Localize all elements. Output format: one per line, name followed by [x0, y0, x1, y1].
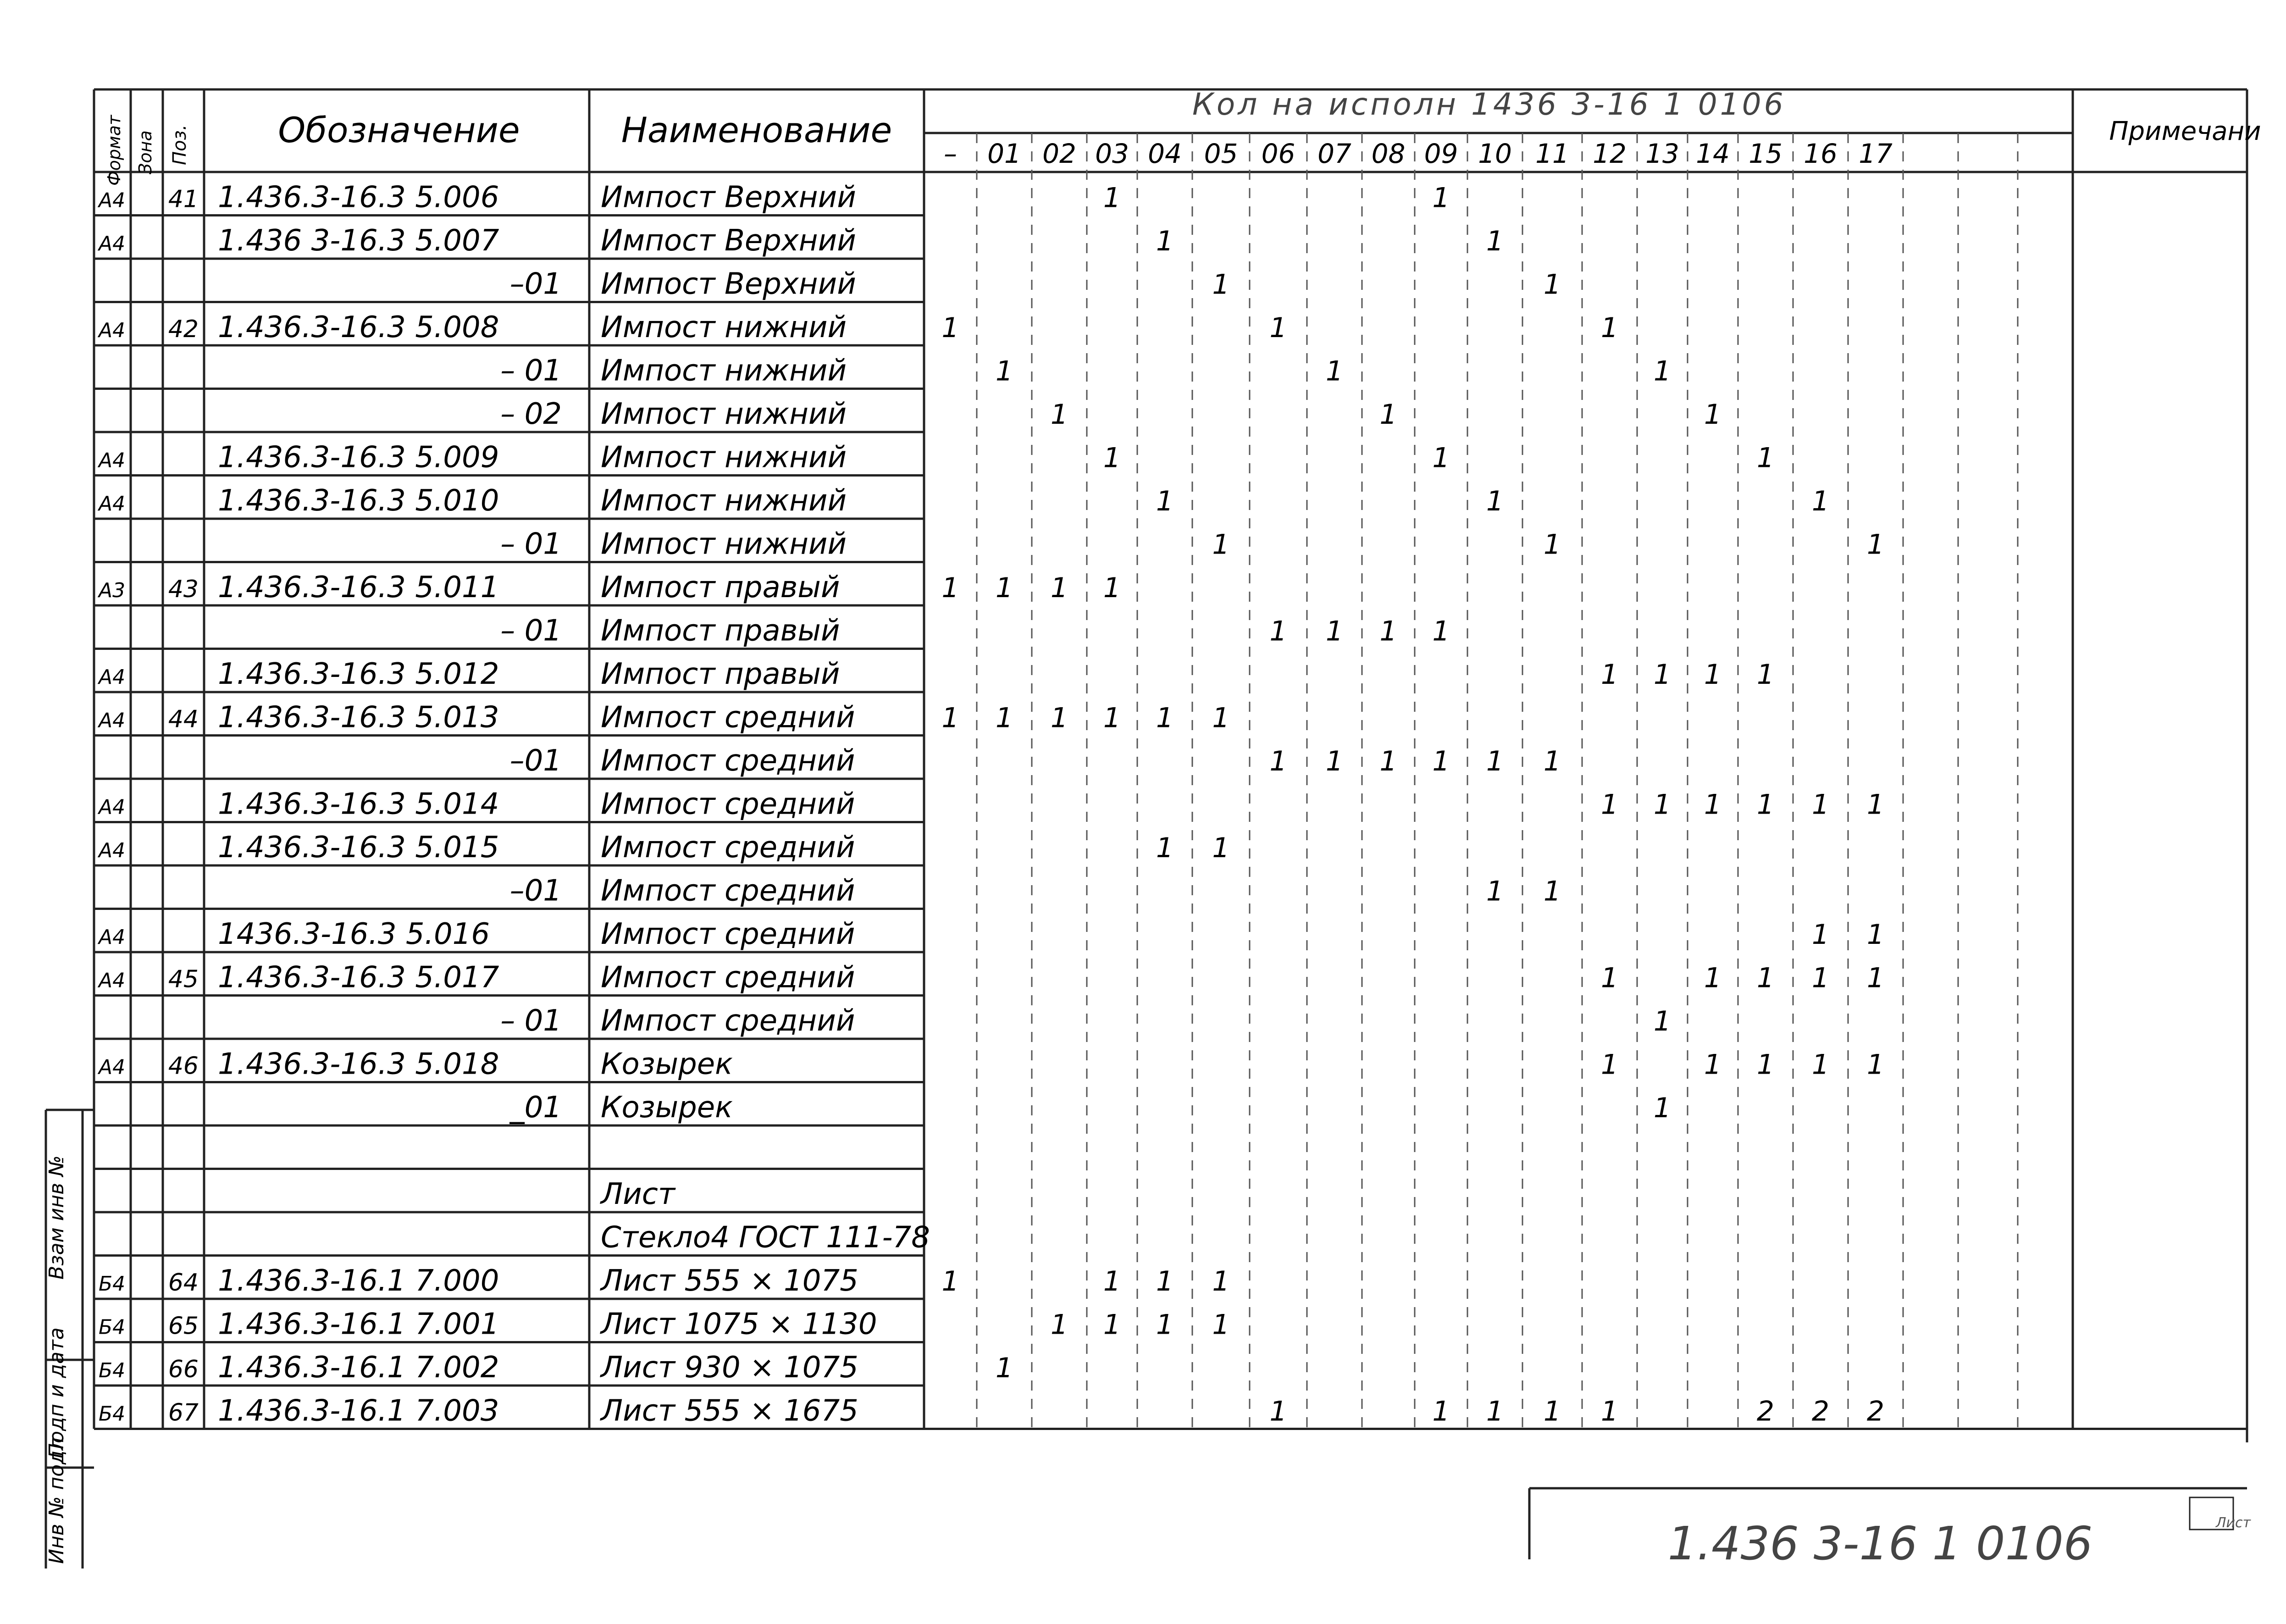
row-name: Импост правый	[601, 657, 840, 691]
row-name: Стекло4 ГОСТ 111-78	[601, 1220, 930, 1255]
table-row	[97, 224, 1504, 258]
row-quantity: 1	[1212, 1308, 1230, 1341]
row-quantity: 1	[941, 312, 959, 344]
table-row	[600, 1177, 676, 1211]
row-quantity: 1	[1432, 182, 1450, 214]
row-quantity: 1	[1600, 312, 1619, 344]
row-name: Импост нижний	[601, 484, 847, 518]
row-designation: 1.436.3-16.1 7.003	[218, 1394, 499, 1428]
row-position: 65	[168, 1312, 199, 1340]
row-quantity: 1	[1156, 702, 1174, 734]
row-position: 67	[168, 1399, 199, 1427]
row-quantity: 1	[1325, 355, 1344, 388]
row-quantity: 1	[1103, 442, 1121, 474]
row-designation: 1.436.3-16.1 7.002	[218, 1351, 499, 1385]
row-quantity: 1	[1050, 572, 1068, 604]
row-quantity: 1	[1704, 788, 1722, 821]
row-quantity: 1	[1103, 182, 1121, 214]
row-designation: –01	[509, 874, 562, 908]
row-name: Лист 555 × 1075	[601, 1264, 858, 1298]
row-quantity: 1	[1103, 702, 1121, 734]
row-position: 42	[168, 316, 199, 343]
row-quantity: 1	[1866, 919, 1885, 951]
row-quantity: 1	[1050, 399, 1068, 431]
row-quantity: 1	[1269, 745, 1287, 777]
variant-label-2: 02	[1042, 138, 1076, 169]
row-name: Импост средний	[601, 787, 855, 821]
row-quantity: 2	[1811, 1395, 1830, 1428]
row-quantity: 1	[1432, 745, 1450, 777]
row-quantity: 1	[1050, 702, 1068, 734]
row-quantity: 1	[1756, 788, 1775, 821]
row-designation: _01	[509, 1091, 562, 1125]
table-row	[99, 1264, 1230, 1298]
row-quantity: 1	[1156, 1308, 1174, 1341]
table-row	[97, 961, 1884, 995]
table-row	[99, 1351, 1013, 1385]
left-margin-stamp	[45, 1155, 68, 1564]
row-quantity: 1	[1212, 528, 1230, 561]
row-quantity: 1	[1811, 1048, 1830, 1081]
row-quantity: 1	[1269, 615, 1287, 648]
row-quantity: 1	[1653, 1092, 1672, 1124]
row-quantity: 1	[1704, 1048, 1722, 1081]
variant-label-17: 17	[1859, 138, 1893, 169]
row-quantity: 1	[995, 702, 1013, 734]
row-format: Б4	[99, 1272, 126, 1296]
row-name: Импост средний	[601, 831, 855, 865]
row-position: 45	[168, 965, 199, 993]
row-format: Б4	[99, 1402, 126, 1426]
row-quantity: 1	[1325, 615, 1344, 648]
row-quantity: 1	[995, 1352, 1013, 1384]
row-quantity: 1	[1156, 832, 1174, 864]
row-name: Импост Верхний	[601, 224, 856, 258]
row-quantity: 1	[1653, 1005, 1672, 1037]
row-designation: 1.436.3-16.3 5.012	[218, 657, 499, 691]
variant-label-15: 15	[1749, 138, 1782, 169]
row-quantity: 1	[1156, 225, 1174, 257]
row-quantity: 1	[1050, 1308, 1068, 1341]
table-row	[510, 744, 1561, 778]
sign-date-label: Подп и дата	[45, 1327, 68, 1458]
row-designation: 1.436.3-16.3 5.013	[218, 700, 499, 735]
row-designation: 1.436.3-16.3 5.017	[218, 960, 499, 995]
row-name: Импост средний	[601, 874, 855, 908]
table-row	[97, 571, 1121, 604]
row-designation: – 01	[500, 1004, 562, 1038]
row-name: Импост средний	[601, 1004, 855, 1038]
variant-label-4: 04	[1148, 138, 1182, 169]
row-name: Импост средний	[601, 917, 855, 951]
row-quantity: 1	[1866, 962, 1885, 994]
row-quantity: 1	[1486, 485, 1504, 517]
row-quantity: 1	[1756, 1048, 1775, 1081]
table-row	[601, 1221, 930, 1255]
table-row	[510, 874, 1561, 908]
row-position: 64	[168, 1269, 199, 1297]
row-name: Импост средний	[601, 700, 855, 735]
variant-label-0: –	[944, 138, 957, 169]
row-designation: 1.436.3-16.3 5.008	[218, 310, 499, 344]
variant-label-10: 10	[1478, 138, 1512, 169]
header-name-label: Наименование	[621, 110, 892, 150]
row-quantity: 1	[1486, 1395, 1504, 1428]
variant-label-8: 08	[1371, 138, 1406, 169]
document-code: 1.436 3-16 1 0106	[1667, 1517, 2093, 1570]
variant-label-5: 05	[1204, 138, 1238, 169]
header-zone-label: Зона	[135, 130, 155, 174]
row-quantity: 1	[1432, 442, 1450, 474]
row-designation: 1436.3-16.3 5.016	[218, 917, 490, 951]
row-name: Лист 1075 × 1130	[601, 1307, 877, 1341]
table-row	[509, 1091, 1672, 1125]
row-quantity: 1	[1212, 702, 1230, 734]
row-designation: – 02	[500, 397, 562, 431]
row-quantity: 1	[1866, 528, 1885, 561]
row-name: Импост Верхний	[601, 180, 856, 215]
row-quantity: 1	[1756, 659, 1775, 691]
row-quantity: 1	[1704, 962, 1722, 994]
row-designation: 1.436.3-16.3 5.006	[218, 180, 499, 215]
row-quantity: 1	[1866, 1048, 1885, 1081]
title-block	[1668, 1515, 2252, 1570]
row-quantity: 1	[1653, 355, 1672, 388]
row-quantity: 1	[1600, 1048, 1619, 1081]
row-quantity: 1	[1379, 745, 1397, 777]
row-quantity: 1	[1212, 268, 1230, 301]
row-name: Импост нижний	[601, 527, 847, 561]
row-format: Б4	[99, 1315, 126, 1339]
row-name: Импост средний	[601, 744, 855, 778]
row-quantity: 1	[941, 1265, 959, 1297]
quantity-column-lines	[977, 133, 2018, 1429]
inv-replace-label: Взам инв №	[45, 1155, 68, 1280]
header-qty-caption: Кол на исполн 1436 3-16 1 0106	[1192, 87, 1786, 122]
row-quantity: 1	[1653, 659, 1672, 691]
row-designation: 1.436.3-16.3 5.014	[218, 787, 499, 821]
row-quantity: 1	[1269, 312, 1287, 344]
row-quantity: 1	[1379, 399, 1397, 431]
row-format: А4	[99, 319, 126, 342]
row-quantity: 1	[1543, 875, 1561, 908]
row-quantity: 1	[1103, 572, 1121, 604]
table-row	[97, 787, 1884, 821]
row-quantity: 1	[1756, 962, 1775, 994]
row-name: Импост нижний	[601, 354, 847, 388]
row-quantity: 1	[995, 572, 1013, 604]
table-row	[510, 267, 1561, 301]
row-name: Импост нижний	[601, 397, 847, 431]
row-format: А4	[99, 795, 126, 819]
row-format: А4	[99, 492, 126, 515]
inv-original-label: Инв № подл	[45, 1437, 68, 1564]
row-name: Импост правый	[601, 614, 840, 648]
row-quantity: 2	[1866, 1395, 1885, 1428]
row-designation: 1.436.3-16.1 7.000	[218, 1264, 499, 1298]
header-note-label: Примечани	[2109, 116, 2261, 146]
row-quantity: 1	[1379, 615, 1397, 648]
row-name: Импост правый	[601, 571, 840, 604]
row-quantity: 1	[941, 702, 959, 734]
row-format: А3	[99, 579, 126, 602]
row-quantity: 1	[1600, 659, 1619, 691]
row-quantity: 1	[1212, 832, 1230, 864]
row-format: Б4	[99, 1359, 126, 1382]
header-format-label: Формат	[104, 115, 124, 186]
table-row	[500, 1004, 1671, 1038]
table-row	[97, 701, 1230, 735]
row-name: Импост нижний	[601, 440, 847, 475]
row-position: 66	[168, 1356, 199, 1383]
row-quantity: 1	[1600, 1395, 1619, 1428]
row-name: Лист 930 × 1075	[601, 1351, 858, 1385]
row-quantity: 1	[1543, 528, 1561, 561]
variant-label-12: 12	[1593, 138, 1627, 169]
row-quantity: 1	[1156, 1265, 1174, 1297]
row-name: Лист	[601, 1177, 675, 1211]
row-quantity: 1	[1600, 962, 1619, 994]
row-designation: 1.436.3-16.3 5.009	[218, 440, 499, 475]
row-quantity: 1	[1486, 745, 1504, 777]
row-designation: – 01	[500, 614, 562, 648]
row-quantity: 1	[1866, 788, 1885, 821]
row-name: Импост средний	[601, 960, 855, 995]
row-name: Импост Верхний	[601, 267, 856, 301]
row-quantity: 1	[1269, 1395, 1287, 1428]
row-position: 44	[168, 705, 199, 733]
table-row	[97, 310, 1618, 344]
variant-label-14: 14	[1696, 138, 1730, 169]
table-row	[97, 181, 1450, 215]
row-quantity: 1	[1811, 919, 1830, 951]
table-row	[97, 1048, 1884, 1081]
variant-label-1: 01	[987, 138, 1021, 169]
row-quantity: 1	[1543, 268, 1561, 301]
row-quantity: 1	[1103, 1265, 1121, 1297]
row-designation: 1.436 3-16.3 5.007	[218, 224, 499, 258]
header-designation-label: Обозначение	[278, 110, 520, 150]
variant-label-11: 11	[1535, 138, 1569, 169]
row-quantity: 1	[1653, 788, 1672, 821]
row-quantity: 1	[1543, 1395, 1561, 1428]
row-quantity: 1	[1756, 442, 1775, 474]
row-quantity: 1	[1156, 485, 1174, 517]
row-quantity: 1	[1486, 225, 1504, 257]
row-position: 43	[168, 576, 199, 603]
variant-label-3: 03	[1095, 138, 1129, 169]
row-quantity: 1	[1600, 788, 1619, 821]
table-row	[500, 397, 1721, 431]
row-designation: – 01	[500, 527, 562, 561]
row-format: А4	[99, 1055, 126, 1079]
row-format: А4	[99, 232, 126, 255]
row-quantity: 1	[1486, 875, 1504, 908]
row-quantity: 1	[1704, 659, 1722, 691]
row-quantity: 2	[1756, 1395, 1775, 1428]
variant-header-labels	[944, 138, 1893, 169]
table-row	[500, 354, 1671, 388]
variant-label-9: 09	[1424, 138, 1458, 169]
row-quantity: 1	[1811, 962, 1830, 994]
table-row	[97, 484, 1829, 518]
table-row	[97, 917, 1884, 951]
row-designation: –01	[509, 744, 562, 778]
row-designation: 1.436.3-16.3 5.015	[218, 831, 499, 865]
table-row	[97, 831, 1230, 865]
row-quantity: 1	[995, 355, 1013, 388]
sheet-label: Лист	[2215, 1515, 2251, 1531]
row-designation: –01	[509, 267, 562, 301]
row-format: А4	[99, 969, 126, 992]
row-format: А4	[99, 839, 126, 862]
row-position: 46	[168, 1052, 199, 1080]
row-format: А4	[99, 188, 126, 212]
specification-rows	[97, 181, 1884, 1428]
row-quantity: 1	[1811, 485, 1830, 517]
row-name: Козырек	[601, 1047, 733, 1081]
row-quantity: 1	[1704, 399, 1722, 431]
table-row	[99, 1308, 1230, 1341]
header-pos-label: Поз.	[169, 124, 190, 165]
row-designation: – 01	[500, 354, 562, 388]
row-quantity: 1	[1432, 1395, 1450, 1428]
variant-label-16: 16	[1804, 138, 1838, 169]
row-quantity: 1	[1103, 1308, 1121, 1341]
row-designation: 1.436.3-16.3 5.011	[218, 571, 499, 604]
row-quantity: 1	[941, 572, 959, 604]
variant-label-7: 07	[1317, 138, 1351, 169]
row-designation: 1.436.3-16.3 5.010	[218, 484, 499, 518]
row-name: Козырек	[601, 1091, 733, 1125]
row-quantity: 1	[1325, 745, 1344, 777]
row-designation: 1.436.3-16.3 5.018	[218, 1047, 499, 1081]
row-format: А4	[99, 665, 126, 689]
row-format: А4	[99, 449, 126, 472]
variant-label-13: 13	[1645, 138, 1679, 169]
row-name: Импост нижний	[601, 310, 847, 344]
row-quantity: 1	[1543, 745, 1561, 777]
row-name: Лист 555 × 1675	[601, 1394, 858, 1428]
row-format: А4	[99, 926, 126, 949]
table-row	[99, 1394, 1884, 1428]
variant-label-6: 06	[1261, 138, 1295, 169]
row-quantity: 1	[1811, 788, 1830, 821]
row-designation: 1.436.3-16.1 7.001	[218, 1307, 499, 1341]
row-quantity: 1	[1212, 1265, 1230, 1297]
row-quantity: 1	[1432, 615, 1450, 648]
row-position: 41	[168, 185, 199, 213]
row-format: А4	[99, 709, 126, 732]
